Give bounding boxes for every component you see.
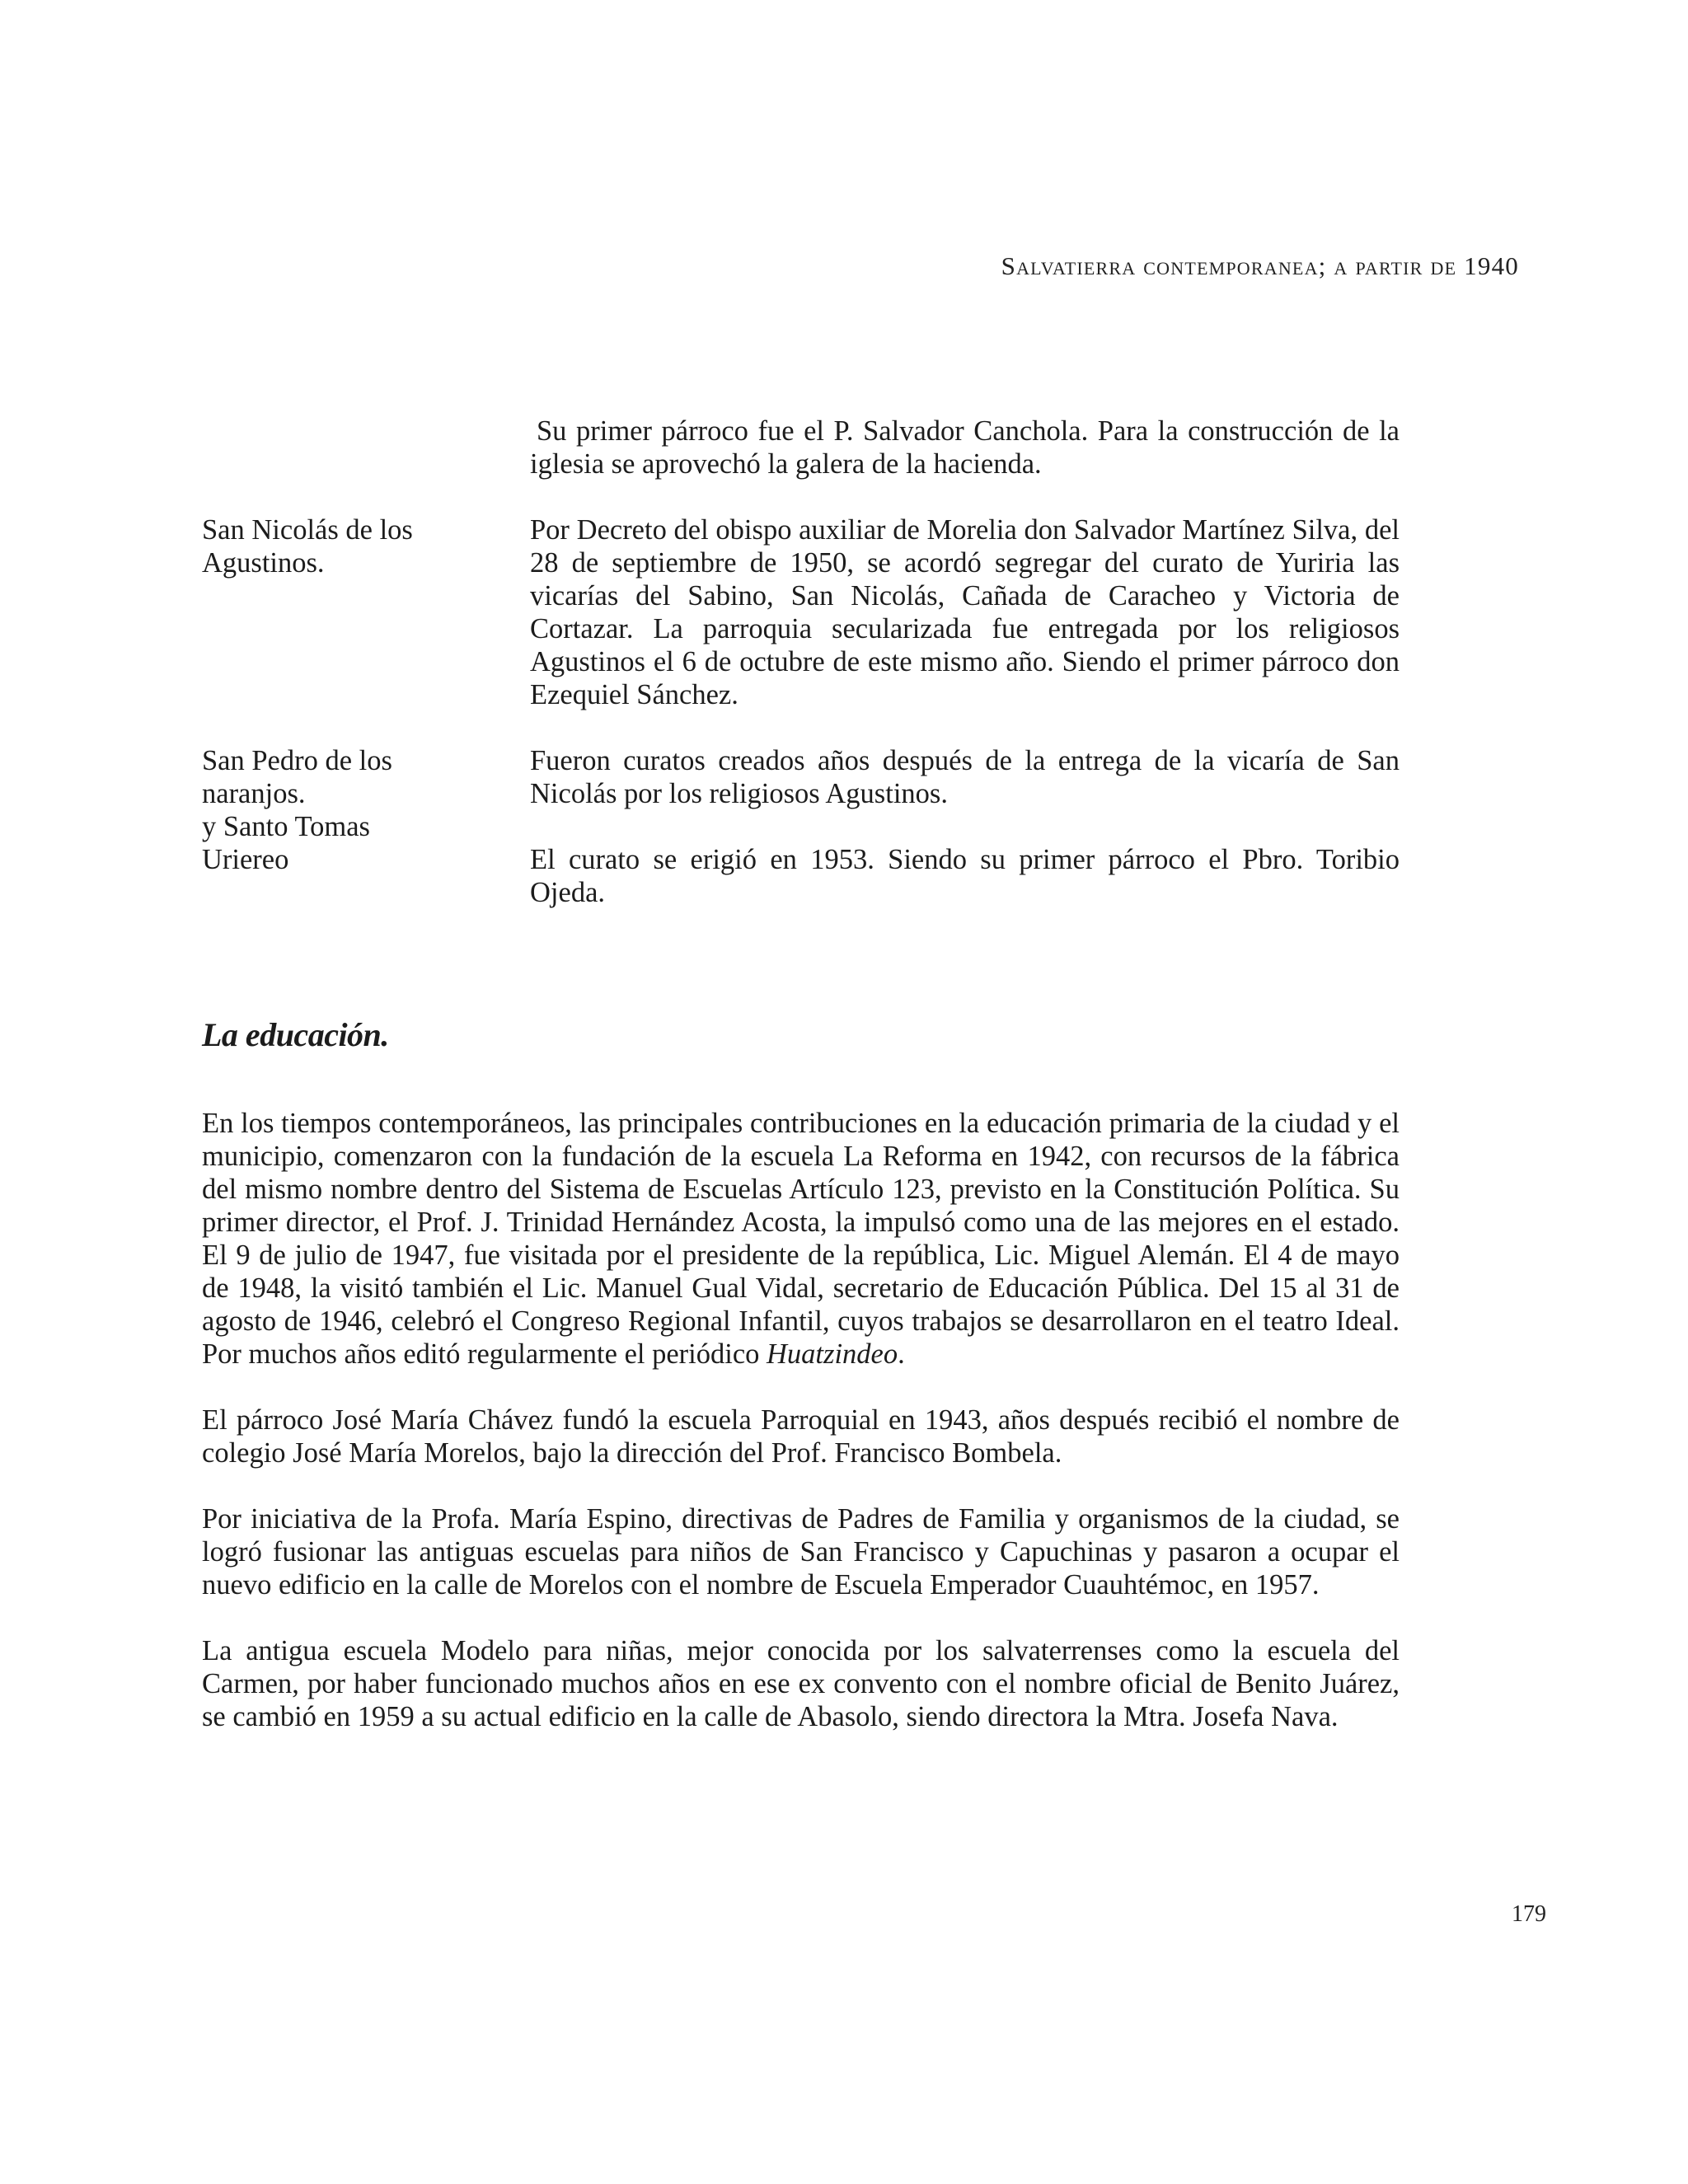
newspaper-title: Huatzindeo <box>767 1338 898 1370</box>
san-nicolas-column <box>530 513 1400 711</box>
education-paragraph-4-text: La antigua escuela Modelo para niñas, mejor conocida por los salvaterrenses como la escuela del Carmen, por haber funcionado muchos años en ese ex convento con el nombre oficial de Benito Juárez, se cambió en 1959 a su actual edificio en la calle de Abasolo, siendo directora la Mtra. Josefa Nava. <box>202 1635 1400 1732</box>
side-note-line: Uriereo <box>202 844 289 875</box>
san-nicolas-paragraph: Por Decreto del obispo auxiliar de Morelia don Salvador Martínez Silva, del 28 de septiembre de 1950, se acordó segregar del curato de Yuriria las vicarías del Sabino, San Nicolás, Cañada de Caracheo y Victoria de Cortazar. La parroquia secularizada fue entregada por los religiosos Agustinos el 6 de octubre de este mismo año. Siendo el primer párroco don Ezequiel Sánchez. <box>530 514 1400 710</box>
education-paragraph-2 <box>202 1404 1400 1469</box>
side-note-line: y Santo Tomas <box>202 811 370 842</box>
side-note-san-nicolas-text: San Nicolás de los Agustinos. <box>202 514 413 579</box>
education-paragraph-1 <box>202 1107 1400 1371</box>
side-note-line: San Pedro de los <box>202 745 392 776</box>
san-pedro-paragraph-2: El curato se erigió en 1953. Siendo su primer párroco el Pbro. Toribio Ojeda. <box>530 844 1400 908</box>
side-note-san-pedro <box>202 744 530 909</box>
side-note-san-nicolas <box>202 513 530 711</box>
paragraph-end: . <box>898 1338 905 1370</box>
side-note-empty <box>202 415 530 480</box>
page-number: 179 <box>1512 1901 1546 1927</box>
running-header: Salvatierra contemporanea; a partir de 1940 <box>1001 251 1519 280</box>
intro-column <box>530 415 1400 480</box>
education-paragraph-3 <box>202 1502 1400 1601</box>
education-paragraph-3-text: Por iniciativa de la Profa. María Espino, directivas de Padres de Familia y organismos de la ciudad, se logró fusionar las antiguas escuelas para niños de San Francisco y Capuchinas y pasaron a ocupar el nuevo edificio en la calle de Morelos con el nombre de Escuela Emperador Cuauhtémoc, en 1957. <box>202 1503 1400 1601</box>
san-pedro-column <box>530 744 1400 909</box>
intro-row <box>202 415 1400 480</box>
san-pedro-row <box>202 744 1400 909</box>
san-pedro-paragraph-1: Fueron curatos creados años después de la entrega de la vicaría de San Nicolás por los religiosos Agustinos. <box>530 745 1400 809</box>
section-heading: La educación. <box>202 1016 389 1053</box>
san-nicolas-row <box>202 513 1400 711</box>
paragraph-text: En los tiempos contemporáneos, las principales contribuciones en la educación primaria de la ciudad y el municipio, comenzaron con la fundación de la escuela La Reforma en 1942, con recursos de la fábrica del mismo nombre dentro del Sistema de Escuelas Artículo 123, previsto en la Constitución Política. Su primer director, el Prof. J. Trinidad Hernández Acosta, la impulsó como una de las mejores en el estado. El 9 de julio de 1947, fue visitada por el presidente de la república, Lic. Miguel Alemán. El 4 de mayo de 1948, la visitó también el Lic. Manuel Gual Vidal, secretario de Educación Pública. Del 15 al 31 de agosto de 1946, celebró el Congreso Regional Infantil, cuyos trabajos se desarrollaron en el teatro Ideal. Por muchos años editó regularmente el periódico <box>202 1108 1400 1370</box>
education-paragraph-1-text <box>202 1107 1400 1371</box>
intro-paragraph: Su primer párroco fue el P. Salvador Canchola. Para la construcción de la iglesia se aprovechó la galera de la hacienda. <box>530 415 1400 480</box>
side-note-line: naranjos. <box>202 778 306 809</box>
education-paragraph-2-text: El párroco José María Chávez fundó la escuela Parroquial en 1943, años después recibió el nombre de colegio José María Morelos, bajo la dirección del Prof. Francisco Bombela. <box>202 1404 1400 1469</box>
education-paragraph-4 <box>202 1634 1400 1733</box>
